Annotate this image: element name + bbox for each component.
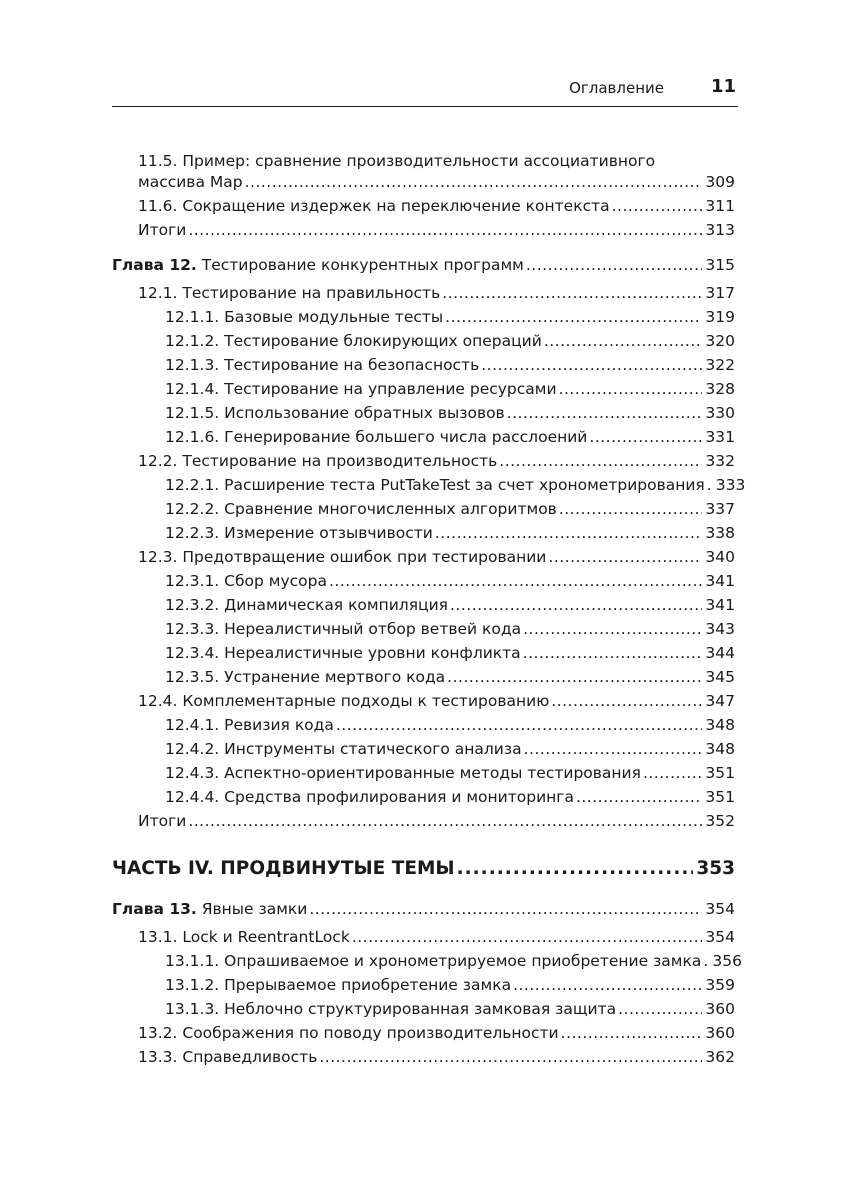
- toc-entry-page: 328: [705, 380, 735, 398]
- toc-entry: [165, 999, 735, 1019]
- toc-entry: [165, 787, 735, 807]
- toc-entry-page: 320: [705, 332, 735, 350]
- toc-entry-label: 12.1.1. Базовые модульные тесты: [165, 308, 444, 326]
- toc-entry: [165, 975, 735, 995]
- toc-entry-page: 351: [705, 788, 735, 806]
- dot-leader: [703, 951, 709, 971]
- toc-entry: [138, 196, 735, 216]
- toc-entry: [165, 571, 735, 591]
- toc-entry: [138, 220, 735, 240]
- toc-entry: [165, 403, 735, 423]
- dot-leader: [245, 172, 703, 192]
- toc-entry-label: 12.3.1. Сбор мусора: [165, 572, 327, 590]
- toc-entry-page: 362: [705, 1048, 735, 1066]
- dot-leader: [551, 691, 702, 711]
- toc-entry: [165, 739, 735, 759]
- toc-entry-page: 340: [705, 548, 735, 566]
- toc-entry-page: 333: [715, 476, 746, 494]
- toc-entry-label: 12.2.2. Сравнение многочисленных алгоритмов: [165, 500, 557, 518]
- toc-entry-label: 13.1.1. Опрашиваемое и хронометрируемое приобретение замка: [165, 952, 702, 970]
- toc-entry-label: 13.1.2. Прерываемое приобретение замка: [165, 976, 512, 994]
- toc-entry-page: 356: [712, 952, 742, 970]
- running-header: [112, 76, 738, 107]
- toc-entry-label: [112, 255, 524, 275]
- toc-entry-page: 360: [705, 1000, 735, 1018]
- dot-leader: [523, 619, 702, 639]
- toc-chapter-entry: [112, 899, 735, 919]
- toc-entry: [138, 1023, 735, 1043]
- dot-leader: [544, 331, 703, 351]
- dot-leader: [329, 571, 702, 591]
- toc-entry-page: 345: [705, 668, 735, 686]
- dot-leader: [507, 403, 703, 423]
- toc-entry: [165, 475, 746, 495]
- dot-leader: [576, 787, 702, 807]
- toc-entry-label: 13.1. Lock и ReentrantLock: [138, 928, 350, 946]
- toc-entry-label: 12.1.3. Тестирование на безопасность: [165, 356, 480, 374]
- toc-entry: [165, 331, 735, 351]
- toc-entry-page: 351: [705, 764, 735, 782]
- toc-entry-page: 348: [705, 716, 735, 734]
- toc-entry: [138, 811, 735, 831]
- dot-leader: [435, 523, 703, 543]
- toc-entry: [165, 763, 735, 783]
- dot-leader: [336, 715, 703, 735]
- toc-entry-page: 344: [705, 644, 735, 662]
- toc-entry-label: 12.2.1. Расширение теста PutTakeTest за счет хронометрирования: [165, 476, 705, 494]
- dot-leader: [561, 1023, 703, 1043]
- dot-leader: [589, 427, 702, 447]
- dot-leader: [442, 283, 702, 303]
- toc-entry-label: 12.4.3. Аспектно-ориентированные методы тестирования: [165, 764, 641, 782]
- toc-entry-label: 12.4.4. Средства профилирования и мониторинга: [165, 788, 574, 806]
- toc-entry-label: 12.3.2. Динамическая компиляция: [165, 596, 448, 614]
- dot-leader: [445, 307, 702, 327]
- toc-entry: [138, 172, 735, 192]
- toc-entry-label: 12.2.3. Измерение отзывчивости: [165, 524, 433, 542]
- dot-leader: [319, 1047, 702, 1067]
- dot-leader: [523, 643, 703, 663]
- toc-entry: [138, 547, 735, 567]
- toc-entry-label: 12.1.6. Генерирование большего числа расслоений: [165, 428, 588, 446]
- toc-entry-page: 341: [705, 572, 735, 590]
- toc-entry: [165, 523, 735, 543]
- toc-entry-page: 330: [705, 404, 735, 422]
- dot-leader: [612, 196, 703, 216]
- toc-entry-label: 12.3.5. Устранение мертвого кода: [165, 668, 446, 686]
- dot-leader: [524, 739, 703, 759]
- toc-entry-page: 354: [705, 900, 735, 918]
- toc-entry-page: 313: [705, 221, 735, 239]
- chapter-number: Глава 12.: [112, 256, 197, 274]
- toc-entry: [138, 691, 735, 711]
- toc-entry-page: 311: [705, 197, 735, 215]
- toc-entry-page: 348: [705, 740, 735, 758]
- toc-entry-line1: 11.5. Пример: сравнение производительности ассоциативного: [138, 152, 656, 170]
- dot-leader: [450, 595, 702, 615]
- toc-entry: [138, 283, 735, 303]
- toc-entry-label: 13.2. Соображения по поводу производительности: [138, 1024, 559, 1042]
- toc-entry-label: Итоги: [138, 221, 187, 239]
- toc-entry-page: 319: [705, 308, 735, 326]
- toc-entry: [165, 715, 735, 735]
- toc-entry-label: 12.1. Тестирование на правильность: [138, 284, 441, 302]
- toc-entry: [165, 499, 735, 519]
- toc-entry-label: 12.3. Предотвращение ошибок при тестировании: [138, 548, 547, 566]
- dot-leader: [352, 927, 703, 947]
- toc-entry-label: 12.4. Комплементарные подходы к тестированию: [138, 692, 550, 710]
- dot-leader: [559, 499, 703, 519]
- dot-leader: [447, 667, 702, 687]
- toc-entry: [138, 1047, 735, 1067]
- dot-leader: [188, 220, 702, 240]
- toc-entry-label: 12.1.2. Тестирование блокирующих операций: [165, 332, 542, 350]
- part-title: ЧАСТЬ IV. ПРОДВИНУТЫЕ ТЕМЫ: [112, 858, 455, 879]
- toc-chapter-entry: [112, 255, 735, 275]
- toc-entry-page: 315: [705, 256, 735, 274]
- toc-entry: [165, 667, 735, 687]
- toc-entry-label: 12.1.5. Использование обратных вызовов: [165, 404, 505, 422]
- dot-leader: [618, 999, 702, 1019]
- toc-entry-page: 332: [705, 452, 735, 470]
- toc-entry: [138, 451, 735, 471]
- toc-entry-page: 331: [705, 428, 735, 446]
- dot-leader: [513, 975, 702, 995]
- dot-leader: [309, 899, 702, 919]
- dot-leader: [499, 451, 702, 471]
- toc-entry-page: 338: [705, 524, 735, 542]
- toc-entry-label: Итоги: [138, 812, 187, 830]
- toc-entry-label: 13.3. Справедливость: [138, 1048, 318, 1066]
- toc-entry-label: 12.2. Тестирование на производительность: [138, 452, 498, 470]
- chapter-title: Тестирование конкурентных программ: [196, 256, 524, 274]
- toc-entry: [165, 355, 735, 375]
- toc-entry-page: 347: [705, 692, 735, 710]
- toc-entry-page: 309: [705, 173, 735, 191]
- toc-entry: [165, 643, 735, 663]
- running-header-title: Оглавление: [569, 79, 664, 97]
- toc-entry-page: 337: [705, 500, 735, 518]
- toc-entry-page: 354: [705, 928, 735, 946]
- toc-entry-label: [112, 899, 307, 919]
- toc-entry: [165, 307, 735, 327]
- dot-leader: [707, 475, 713, 495]
- toc-entry-label: 11.6. Сокращение издержек на переключение контекста: [138, 197, 610, 215]
- toc-entry-page: 343: [705, 620, 735, 638]
- dot-leader: [643, 763, 702, 783]
- toc-entry-label: 12.3.4. Нереалистичные уровни конфликта: [165, 644, 521, 662]
- toc-entry-label: 12.3.3. Нереалистичный отбор ветвей кода: [165, 620, 522, 638]
- toc-entry-label: 13.1.3. Неблочно структурированная замковая защита: [165, 1000, 617, 1018]
- toc-entry: [138, 927, 735, 947]
- toc-entry-page: 360: [705, 1024, 735, 1042]
- toc-entry-page: 359: [705, 976, 735, 994]
- toc-entry: [165, 427, 735, 447]
- toc-entry-page: 341: [705, 596, 735, 614]
- toc-entry: [165, 619, 735, 639]
- toc-entry-label: 12.1.4. Тестирование на управление ресурсами: [165, 380, 557, 398]
- dot-leader: [548, 547, 702, 567]
- dot-leader: [188, 811, 702, 831]
- toc-entry: [165, 951, 742, 971]
- chapter-title: Явные замки: [196, 900, 308, 918]
- dot-leader: [526, 255, 703, 275]
- toc-entry-page: 352: [705, 812, 735, 830]
- dot-leader: [457, 857, 694, 881]
- dot-leader: [559, 379, 703, 399]
- toc-entry-page: 353: [696, 858, 735, 879]
- toc-part-entry: [112, 857, 735, 881]
- toc-entry-label: массива Map: [138, 173, 243, 191]
- toc-entry: [165, 595, 735, 615]
- chapter-number: Глава 13.: [112, 900, 197, 918]
- page-number: 11: [710, 76, 736, 97]
- toc-entry-page: 322: [705, 356, 735, 374]
- dot-leader: [481, 355, 702, 375]
- toc-entry: [165, 379, 735, 399]
- toc-entry-label: 12.4.1. Ревизия кода: [165, 716, 334, 734]
- toc-entry-label: 12.4.2. Инструменты статического анализа: [165, 740, 522, 758]
- toc-entry-page: 317: [705, 284, 735, 302]
